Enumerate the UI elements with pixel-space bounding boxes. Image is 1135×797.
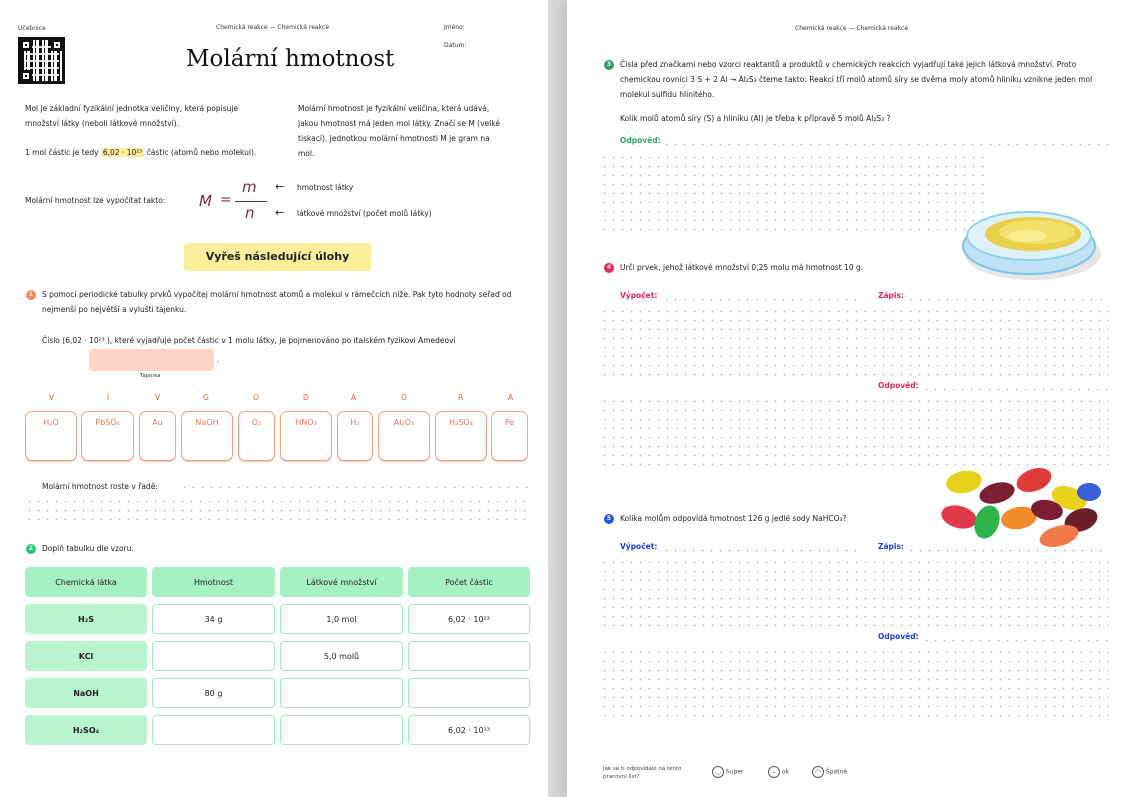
formula-m: m [242, 178, 257, 196]
avogadro-highlight: 6,02 · 10²³ [102, 148, 143, 157]
formula-card[interactable]: H₂ [337, 411, 373, 461]
q5-answer-area[interactable] [922, 636, 1109, 646]
table-cell[interactable]: 6,02 · 10²³ [408, 715, 530, 745]
q5-calc-label: Výpočet: [620, 542, 658, 551]
q5-calc-area[interactable] [662, 546, 862, 556]
feedback-ok[interactable] [768, 766, 789, 778]
q4-calc-label: Výpočet: [620, 291, 658, 300]
intro-p2-pre: 1 mol částic je tedy [25, 148, 101, 157]
n-description: látkové množství (počet molů látky) [297, 209, 432, 218]
q5-answer-label: Odpověď: [878, 632, 919, 641]
letter: D [303, 393, 309, 402]
q4-work-area[interactable] [600, 307, 1109, 377]
neutral-face-icon: – [768, 766, 780, 778]
arrow-icon: ← [275, 180, 285, 193]
q3-question: Kolik molů atomů síry (S) a hliníku (Al) je třeba k přípravě 5 molů Al₂S₃ ? [620, 114, 891, 123]
table-cell[interactable]: 80 g [152, 678, 275, 708]
q5-text: Kolika molům odpovídá hmotnost 126 g jedlé sody NaHCO₃? [620, 514, 847, 523]
page-title: Molární hmotnost [186, 46, 395, 72]
q3-number: 3 [604, 60, 614, 70]
q5-zapis-area[interactable] [907, 546, 1109, 556]
q5-work-area[interactable] [600, 558, 1109, 628]
header-left-label: Učebnice [18, 25, 46, 32]
letter: G [203, 393, 209, 402]
q4-text: Urči prvek, jehož látkové množství 0,25 molu má hmotnost 10 g. [620, 263, 864, 272]
tajenka-input[interactable] [89, 349, 214, 371]
petri-dish-icon [957, 190, 1107, 290]
q4-calc-area[interactable] [662, 295, 862, 305]
calc-label: Molární hmotnost lze vypočítat takto: [25, 196, 166, 205]
table-cell[interactable] [280, 678, 403, 708]
formula-equals: = [220, 192, 232, 208]
q4-answer-label: Odpověď: [878, 381, 919, 390]
name-label: Jméno: [444, 24, 465, 31]
letter: V [49, 393, 55, 402]
task-banner: Vyřeš následující úlohy [184, 243, 371, 271]
q2-number: 2 [26, 544, 36, 554]
q1-number: 1 [26, 290, 36, 300]
table-cell[interactable] [280, 715, 403, 745]
table-header: Počet částic [408, 567, 530, 597]
letter: I [107, 393, 110, 402]
q1-dot: . [217, 355, 220, 364]
q3-answer-area[interactable] [662, 140, 1109, 150]
q5-number: 5 [604, 514, 614, 524]
table-header: Hmotnost [152, 567, 275, 597]
q3-answer-label: Odpověď: [620, 136, 661, 145]
q4-zapis-label: Zápis: [878, 291, 904, 300]
q1-subtext: Číslo (6,02 · 10²³ ), které vyjadřuje počet částic v 1 molu látky, je pojmenováno po italském fyzikovi Amedeovi [42, 336, 456, 345]
formula-card[interactable]: O₂ [238, 411, 275, 461]
feedback-ok-label: ok [781, 768, 790, 776]
table-cell[interactable]: 6,02 · 10²³ [408, 604, 530, 634]
letter: V [155, 393, 161, 402]
q4-zapis-area[interactable] [907, 295, 1109, 305]
right-page [567, 0, 1135, 797]
table-cell[interactable] [152, 715, 275, 745]
letter: O [253, 393, 259, 402]
table-header: Chemická látka [25, 567, 147, 597]
q3-answer-area[interactable] [600, 153, 990, 233]
table-cell-substance: H₂SO₄ [25, 715, 147, 745]
feedback-bad[interactable] [812, 766, 847, 778]
formula-n: n [245, 204, 255, 222]
jelly-beans-icon [939, 462, 1109, 552]
tajenka-label: Tajenka [140, 373, 161, 379]
formula-card[interactable]: Fe [491, 411, 528, 461]
table-cell-substance: H₂S [25, 604, 147, 634]
letter: O [401, 393, 407, 402]
table-cell-substance: NaOH [25, 678, 147, 708]
fraction-line [235, 201, 267, 202]
table-cell[interactable]: 5,0 molů [280, 641, 403, 671]
formula-card[interactable]: NaOH [181, 411, 233, 461]
formula-card[interactable]: H₂SO₄ [435, 411, 487, 461]
formula-card[interactable]: H₂O [25, 411, 77, 461]
left-page [0, 0, 548, 797]
q4-work-area[interactable] [600, 397, 1109, 469]
header-center: Chemická reakce — Chemická reakce [216, 24, 330, 31]
feedback-question: Jak se ti odpovídalo na tento pracovní list? [603, 766, 682, 780]
table-cell[interactable]: 1,0 mol [280, 604, 403, 634]
arrow-icon: ← [275, 206, 285, 219]
header-center-right: Chemická reakce — Chemická reakce [795, 25, 909, 32]
feedback-super[interactable] [712, 766, 744, 778]
smile-icon: ◡ [712, 766, 724, 778]
table-cell[interactable] [152, 641, 275, 671]
letter: A [351, 393, 357, 402]
intro-paragraph-3: Molární hmotnost je fyzikální veličina, která udává, jakou hmotnost má jeden mol látky. Značí se M (velké tiskací). Jednotkou molární hmotnosti M je gram na mol. [298, 104, 500, 158]
order-answer-area[interactable] [25, 497, 532, 527]
formula-M: M [199, 192, 212, 210]
q1-text: S pomocí periodické tabulky prvků vypočítej molární hmotnost atomů a molekul v rámečcích níže. Pak tyto hodnoty seřaď od nejmenší po největší a vylušti tajenku. [42, 290, 512, 314]
q4-answer-area[interactable] [922, 385, 1109, 395]
order-answer-area[interactable] [180, 483, 532, 493]
m-description: hmotnost látky [297, 183, 354, 192]
table-header: Látkové množství [280, 567, 403, 597]
intro-p2-post: částic (atomů nebo molekul). [144, 148, 257, 157]
date-label: Datum: [444, 42, 467, 49]
letter: R [458, 393, 464, 402]
q5-zapis-label: Zápis: [878, 542, 904, 551]
letter: A [508, 393, 514, 402]
order-label: Molární hmotnost roste v řadě: [42, 482, 158, 491]
table-cell[interactable] [408, 641, 530, 671]
formula-card[interactable]: Al₂O₃ [378, 411, 430, 461]
q2-text: Doplň tabulku dle vzoru. [42, 544, 134, 553]
formula-card[interactable]: HNO₃ [280, 411, 332, 461]
q4-number: 4 [604, 263, 614, 273]
formula-card[interactable]: PbSO₄ [81, 411, 134, 461]
intro-paragraph-2 [25, 145, 265, 160]
qr-code[interactable] [18, 37, 65, 84]
feedback-super-label: Super [725, 768, 744, 776]
intro-paragraph-1: Mol je základní fyzikální jednotka veličiny, která popisuje množství látky (neboli látkové množství). [25, 104, 239, 128]
frown-icon: ◠ [812, 766, 824, 778]
formula-card[interactable]: Au [139, 411, 176, 461]
table-cell[interactable]: 34 g [152, 604, 275, 634]
feedback-bad-label: Špatně [825, 768, 848, 776]
table-cell[interactable] [408, 678, 530, 708]
q5-work-area[interactable] [600, 648, 1109, 720]
q3-text: Čísla před značkami nebo vzorci reaktantů a produktů v chemických reakcích vyjadřují také jejich látková množství. Proto chemickou rovnici 3 S + 2 Al → Al₂S₃ čteme takto: Reakcí tří molů atomů síry se dvěma moly atomů hliníku vznikne jeden mol molekul sulfidu hlinitého. [620, 60, 1093, 99]
table-cell-substance: KCl [25, 641, 147, 671]
